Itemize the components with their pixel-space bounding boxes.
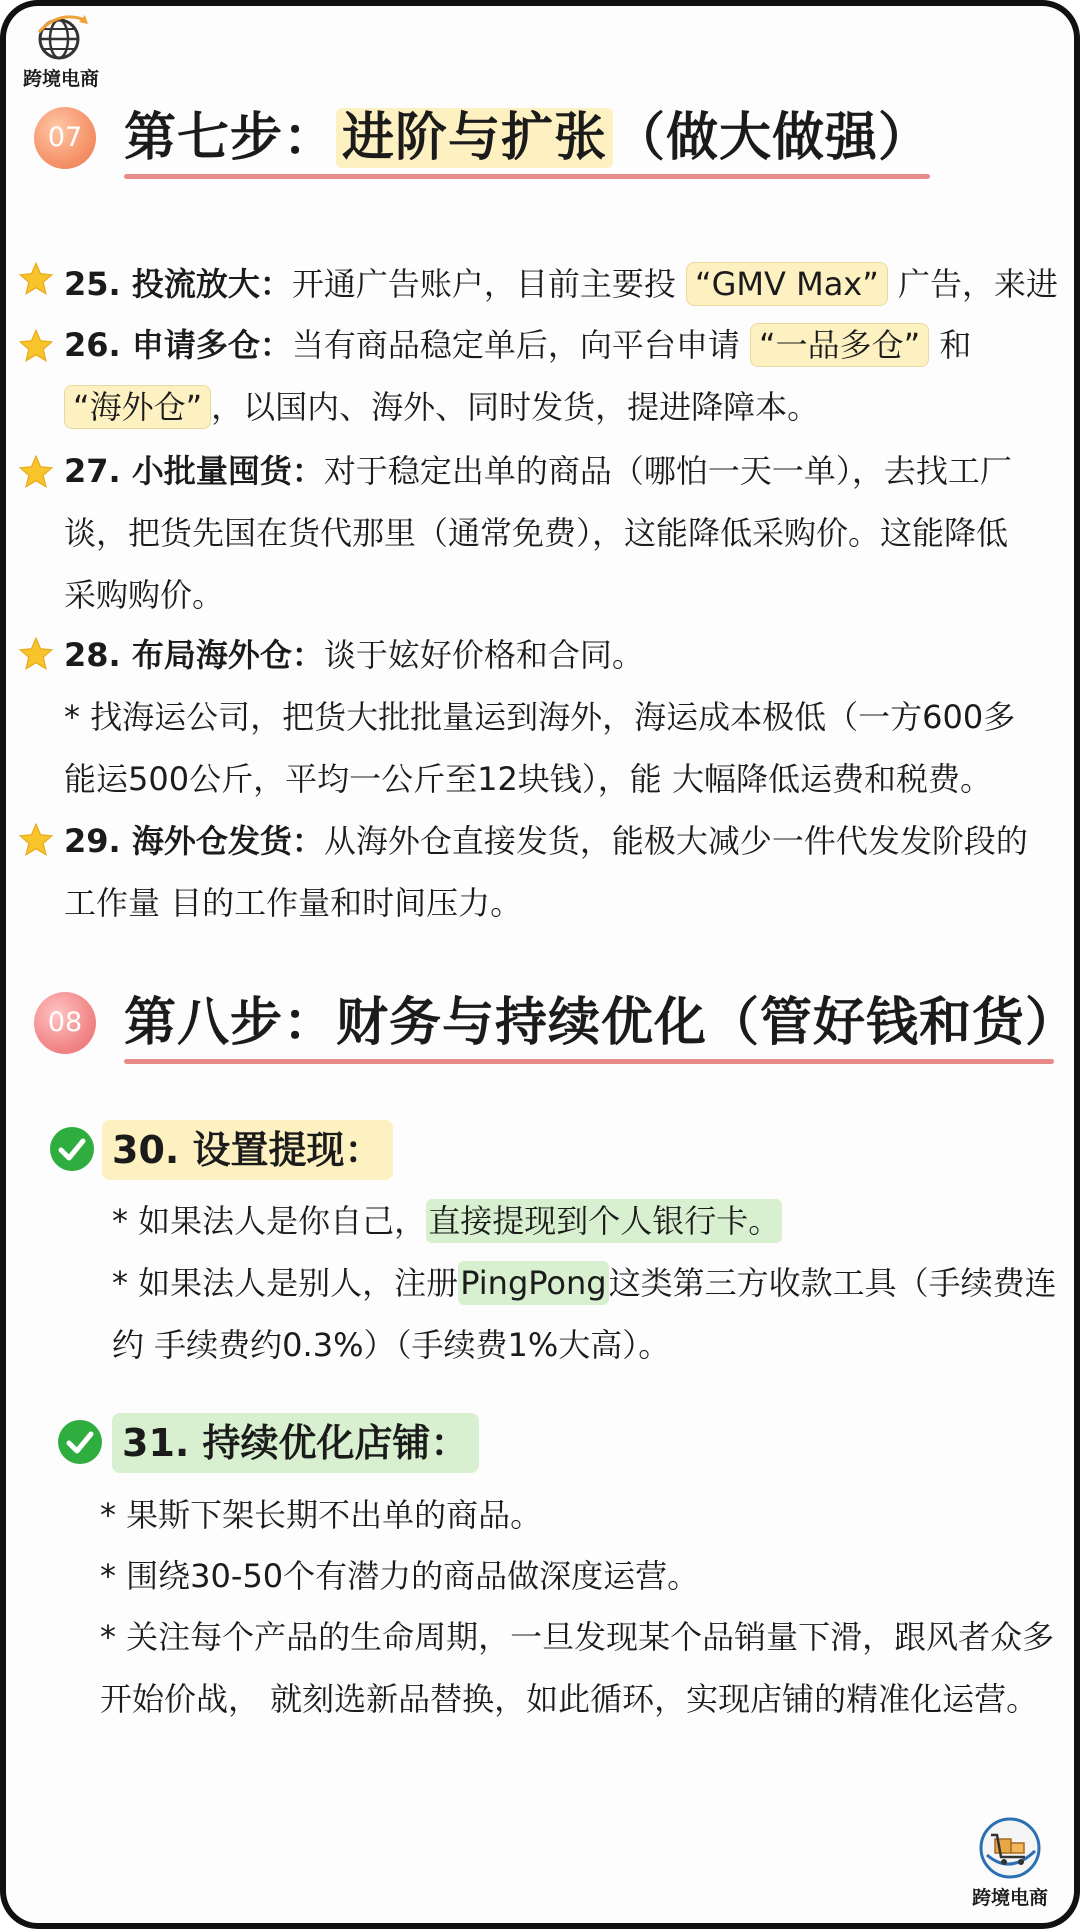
section-30-line-1 xyxy=(112,1190,782,1252)
step-07-underline xyxy=(124,174,930,179)
item-25-line-1 xyxy=(64,253,1058,315)
globe-icon xyxy=(33,12,89,62)
brand-name: 跨境电商 xyxy=(22,68,99,90)
section-30-line-3: 约 手续费约0.3%）（手续费1%大高）。 xyxy=(112,1326,671,1364)
step-07-title-suffix: （做大做强） xyxy=(613,108,932,168)
item-27-line-2: 谈，把货先国在货代那里（通常免费），这能降低采购价。这能降低 xyxy=(64,514,1009,552)
section-30-line-1-text: * 如果法人是你自己， xyxy=(112,1202,427,1240)
item-26-title: 26. 申请多仓： xyxy=(64,326,292,364)
step-08-title: 第八步：财务与持续优化（管好钱和货） xyxy=(124,993,1079,1053)
item-28-line-1 xyxy=(64,624,644,686)
item-26-highlight-2: “海外仓” xyxy=(64,385,211,429)
step-badge-07: 07 xyxy=(34,107,96,169)
item-29-line-1 xyxy=(64,810,1028,872)
check-circle-icon xyxy=(48,1125,96,1173)
check-circle-icon xyxy=(56,1418,104,1466)
item-28-text: 谈于妶好价格和合同。 xyxy=(323,636,644,674)
item-27-text: 对于稳定出单的商品（哪怕一天一单），去找工厂 xyxy=(323,452,1012,490)
star-icon xyxy=(18,636,54,672)
item-28-line-3: 能运500公斤，平均一公斤至12块钱），能 大幅降低运费和税费。 xyxy=(64,760,992,798)
section-30-heading: 30. 设置提现： xyxy=(102,1120,393,1180)
star-icon xyxy=(18,454,54,490)
item-26-text-end: 和 xyxy=(939,326,972,364)
brand-logo-top xyxy=(14,12,108,91)
section-31-line-4: 开始价战， 就刻选新品替换，如此循环，实现店铺的精准化运营。 xyxy=(100,1680,1039,1718)
section-30-line-2-end: 这类第三方收款工具（手续费连 xyxy=(608,1264,1057,1302)
step-badge-08: 08 xyxy=(34,992,96,1054)
step-07-title-highlight: 进阶与扩张 xyxy=(336,108,613,168)
item-26-line-1 xyxy=(64,314,971,376)
item-26-text-2: ，以国内、海外、同时发货，提进降障本。 xyxy=(211,388,820,426)
section-30-line-2 xyxy=(112,1252,1057,1314)
step-08-underline xyxy=(124,1059,1054,1064)
section-30-line-2-text: * 如果法人是别人，注册 xyxy=(112,1264,459,1302)
brand-name-bottom: 跨境电商 xyxy=(971,1887,1048,1909)
star-icon xyxy=(18,822,54,858)
item-27-line-3: 采购购价。 xyxy=(64,576,225,614)
item-26-highlight: “一品多仓” xyxy=(750,323,929,367)
item-29-text: 从海外仓直接发货，能极大减少一件代发发阶段的 xyxy=(323,822,1028,860)
star-icon xyxy=(18,328,54,364)
item-25-highlight: “GMV Max” xyxy=(686,262,888,306)
step-07-title xyxy=(124,98,931,178)
section-31-line-1: * 果斯下架长期不出单的商品。 xyxy=(100,1496,543,1534)
cart-globe-icon xyxy=(977,1815,1043,1881)
item-27-line-1 xyxy=(64,440,1012,502)
star-icon xyxy=(18,261,54,297)
section-30-highlight-2: PingPong xyxy=(458,1261,608,1305)
step-07-title-prefix: 第七步： xyxy=(124,108,337,168)
item-28-title: 28. 布局海外仓： xyxy=(64,636,324,674)
item-28-line-2: * 找海运公司，把货大批批量运到海外，海运成本极低（一方600多 xyxy=(64,698,1016,736)
item-26-text: 当有商品稳定单后，向平台申请 xyxy=(291,326,740,364)
item-29-line-2: 工作量 目的工作量和时间压力。 xyxy=(64,884,523,922)
section-31-heading: 31. 持续优化店铺： xyxy=(112,1413,479,1473)
item-25-title: 25. 投流放大： xyxy=(64,265,292,303)
item-25-text-end: 广告，来进 xyxy=(897,265,1058,303)
item-25-text: 开通广告账户，目前主要投 xyxy=(291,265,676,303)
item-27-title: 27. 小批量囤货： xyxy=(64,452,324,490)
section-30-highlight-1: 直接提现到个人银行卡。 xyxy=(426,1199,782,1243)
item-29-title: 29. 海外仓发货： xyxy=(64,822,324,860)
brand-logo-bottom xyxy=(955,1815,1065,1910)
section-31-line-2: * 围绕30-50个有潜力的商品做深度运营。 xyxy=(100,1557,700,1595)
section-31-line-3: * 关注每个产品的生命周期，一旦发现某个品销量下滑，跟风者众多 xyxy=(100,1618,1055,1656)
item-26-line-2 xyxy=(64,376,819,438)
